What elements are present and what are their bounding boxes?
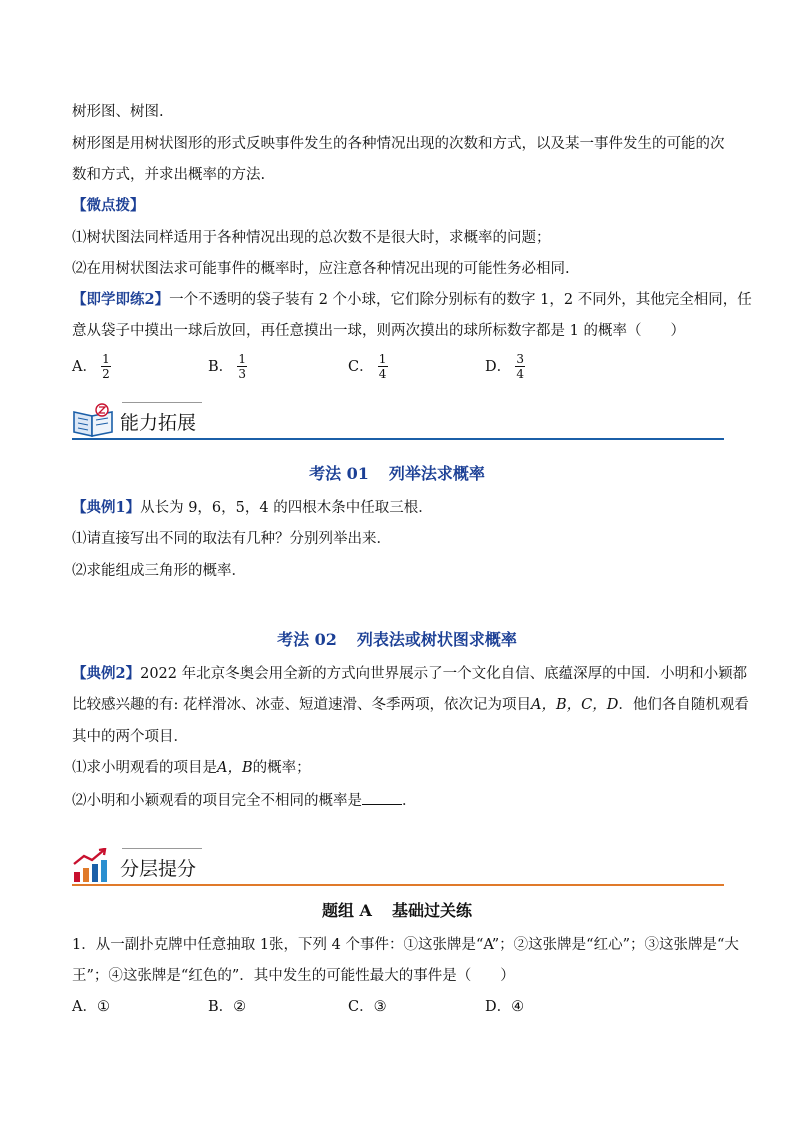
numerator: 1 [378, 352, 387, 366]
practice2-line-1 [72, 290, 752, 310]
groupA-title-text: 基础过关练 [391, 901, 472, 920]
fraction [378, 353, 388, 380]
header-top-rule [122, 848, 202, 849]
method1-title-text: 列举法求概率 [388, 464, 485, 483]
denominator: 4 [516, 367, 524, 381]
section-title: 分层提分 [120, 858, 197, 880]
option-label: A． [72, 358, 97, 375]
method2-text-2: 比较感兴趣的有: 花样滑冰、冰壶、短道速滑、冬季两项，依次记为项目 [72, 697, 531, 713]
option-value: ② [233, 999, 247, 1015]
option-label: C． [348, 999, 374, 1015]
groupA-option-b [208, 997, 246, 1017]
option-value: ① [96, 999, 110, 1015]
groupA-title [0, 898, 794, 921]
practice2-line-2: 意从袋子中摸出一球后放回，再任意摸出一球，则两次摸出的球所标数字都是 1 的概率（ ） [72, 323, 685, 339]
tip-item-2: ⑵在用树状图法求可能事件的概率时，应注意各种情况出现的可能性务必相同. [72, 261, 570, 277]
option-value: ③ [373, 999, 387, 1015]
fraction [515, 353, 525, 380]
method2-text-2-end: ．他们各自随机观看 [618, 697, 749, 713]
method2-q2-text: ⑵小明和小颖观看的项目完全不相同的概率是 [72, 793, 362, 809]
method2-title-text: 列表法或树状图求概率 [356, 630, 517, 649]
practice2-tag: 【即学即练2】 [72, 291, 170, 308]
method1-question-2: ⑵求能组成三角形的概率． [72, 563, 246, 579]
section-title: 能力拓展 [120, 412, 197, 434]
numerator: 3 [516, 352, 524, 366]
intro-line-2: 树形图是用树状图形的形式反映事件发生的各种情况出现的次数和方式，以及某一事件发生的可能的次 [72, 136, 725, 152]
answer-blank[interactable] [362, 790, 402, 805]
bar-chart-icon [72, 848, 112, 884]
method2-line-2 [72, 695, 749, 715]
option-label: C． [348, 358, 374, 375]
practice2-option-c [348, 353, 388, 380]
fraction [101, 353, 111, 380]
method2-line-3: 其中的两个项目． [72, 729, 188, 745]
groupA-option-a [72, 997, 110, 1017]
groupA-title-label: 题组 A [321, 901, 372, 920]
groupA-option-c [348, 997, 387, 1017]
option-label: A． [72, 999, 97, 1015]
option-label: B． [208, 358, 234, 375]
method1-title-number: 考法 01 [309, 464, 369, 483]
intro-line-1: 树形图、树图. [72, 104, 164, 120]
method2-q2-end: ． [402, 793, 417, 809]
denominator: 3 [238, 367, 246, 381]
tip-item-1: ⑴树状图法同样适用于各种情况出现的总次数不是很大时，求概率的问题； [72, 230, 551, 246]
groupA-question-1-line-1: 1．从一副扑克牌中任意抽取 1张，下列 4 个事件：①这张牌是“A”；②这张牌是“红心”；③这张牌是“大 [72, 937, 739, 953]
section-header-ability [72, 402, 724, 442]
method1-title [0, 461, 794, 484]
practice2-option-d [485, 353, 525, 380]
groupA-option-d [485, 997, 524, 1017]
method2-items: A，B，C，D [531, 697, 619, 713]
tip-tag: 【微点拨】 [72, 197, 145, 214]
practice2-option-b [208, 353, 247, 380]
intro-line-3: 数和方式，并求出概率的方法. [72, 167, 266, 183]
header-bottom-rule [72, 438, 724, 440]
header-bottom-rule [72, 884, 724, 886]
practice2-text-1: 一个不透明的袋子装有 2 个小球，它们除分别标有的数字 1，2 不同外，其他完全相同，任 [169, 292, 752, 308]
method2-q1-items: A，B [217, 760, 253, 776]
method1-question-1: ⑴请直接写出不同的取法有几种？分别列举出来． [72, 531, 391, 547]
section-header-tiered [72, 848, 724, 888]
numerator: 1 [102, 352, 110, 366]
denominator: 4 [378, 367, 387, 381]
option-value: ④ [511, 999, 525, 1015]
method1-example [72, 498, 433, 518]
method2-q1-end: 的概率； [252, 760, 311, 776]
groupA-question-1-line-2: 王”；④这张牌是“红色的”．其中发生的可能性最大的事件是（ ） [72, 968, 515, 984]
method2-title-number: 考法 02 [277, 630, 337, 649]
denominator: 2 [102, 367, 110, 381]
method2-tag: 【典例2】 [72, 665, 141, 682]
method2-question-1 [72, 758, 311, 778]
option-label: D． [485, 999, 512, 1015]
numerator: 1 [238, 352, 246, 366]
method2-title [0, 627, 794, 650]
method1-text: 从长为 9，6，5，4 的四根木条中任取三根． [140, 500, 433, 516]
method2-text-1: 2022 年北京冬奥会用全新的方式向世界展示了一个文化自信、底蕴深厚的中国．小明和小颖都 [140, 666, 748, 682]
method2-line-1 [72, 664, 747, 684]
book-icon [72, 402, 116, 438]
header-top-rule [122, 402, 202, 403]
method1-tag: 【典例1】 [72, 499, 141, 516]
option-label: B． [208, 999, 234, 1015]
practice2-option-a [72, 353, 111, 380]
method2-q1-start: ⑴求小明观看的项目是 [72, 760, 217, 776]
fraction [237, 353, 247, 380]
method2-question-2 [72, 790, 417, 811]
option-label: D． [485, 358, 512, 375]
